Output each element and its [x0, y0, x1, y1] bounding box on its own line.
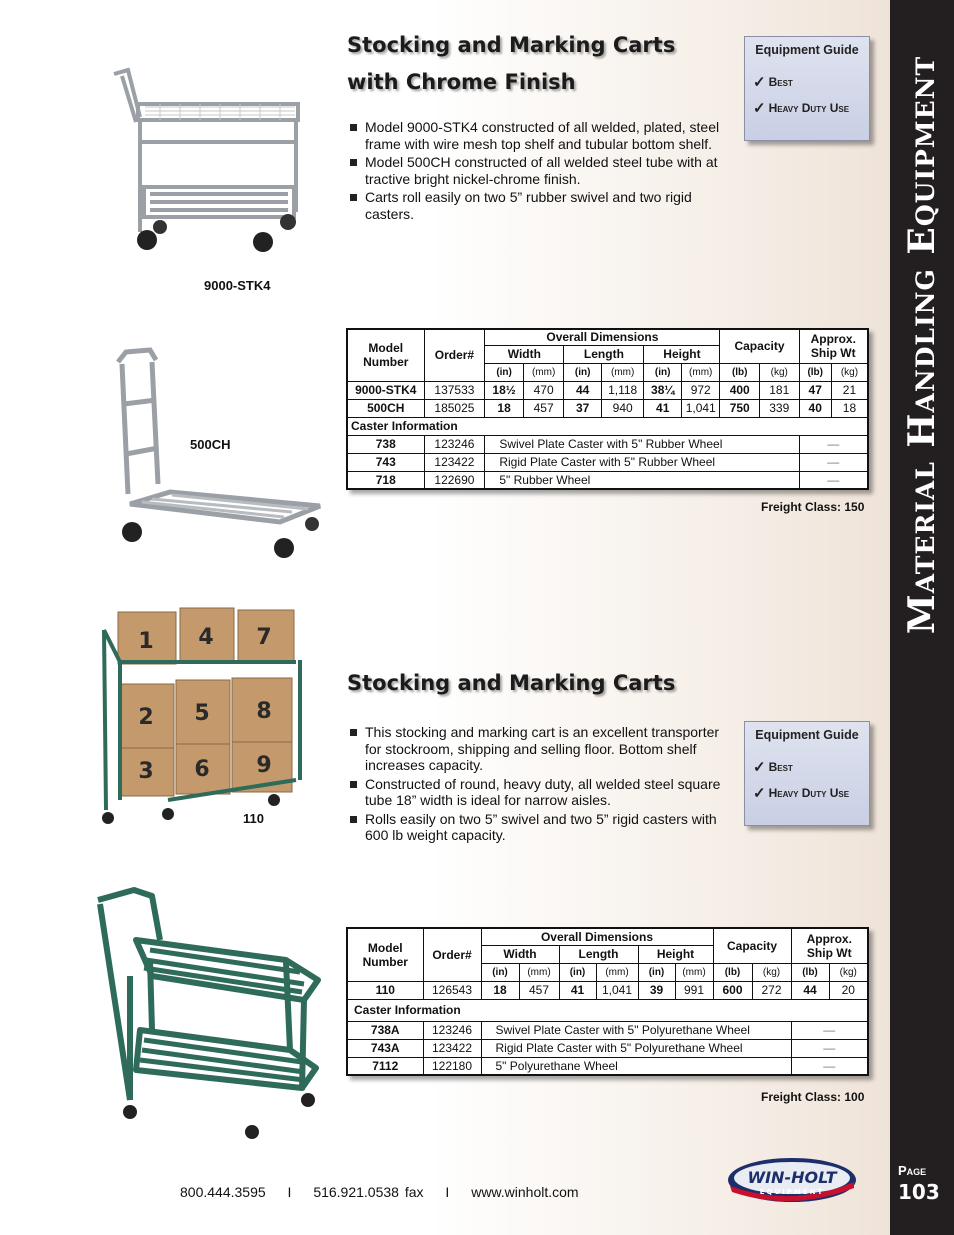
cell-caster-dash: — [799, 453, 868, 471]
bullet-item: Constructed of round, heavy duty, all welded steel square tube 18” width is ideal for narrow aisles. [348, 776, 728, 809]
cell-capacity-kg: 272 [752, 981, 791, 999]
bullet-item: Rolls easily on two 5” swivel and two 5” rigid casters with 600 lb weight capacity. [348, 811, 728, 844]
cart-110-with-boxes-image [96, 600, 316, 828]
cell-ship-kg: 21 [831, 381, 868, 399]
cell-caster-model: 738 [347, 435, 424, 453]
caster-row [347, 1057, 868, 1075]
cell-caster-model: 7112 [347, 1057, 423, 1075]
bullet-item: Carts roll easily on two 5” rubber swivel and two rigid casters. [348, 189, 740, 222]
box-number: 8 [256, 699, 272, 724]
unit: (in) [638, 963, 675, 981]
checkmark-icon: ✓ [753, 759, 766, 776]
section1-title-line2: with Chrome Finish [347, 70, 576, 94]
bullet-item: This stocking and marking cart is an excellent transporter for stockroom, shipping and selling floor. Bottom shelf increases capacity. [348, 724, 728, 774]
unit: (mm) [681, 363, 720, 381]
section2-title: Stocking and Marking Carts [347, 671, 676, 695]
section2-bullets [348, 724, 728, 846]
guide-title: Equipment Guide [755, 728, 859, 742]
cell-ship-lb: 40 [799, 399, 831, 417]
cell-length-mm: 1,118 [601, 381, 644, 399]
box-number: 1 [138, 629, 154, 654]
guide-item-label: Best [768, 75, 793, 89]
cell-height-in: 41 [644, 399, 682, 417]
cell-capacity-kg: 339 [759, 399, 799, 417]
cell-caster-description: Swivel Plate Caster with 5" Polyurethane Wheel [481, 1021, 791, 1039]
cell-width-in: 18 [485, 399, 524, 417]
caster-row [347, 1021, 868, 1039]
unit: (in) [564, 363, 602, 381]
cell-caster-model: 738A [347, 1021, 423, 1039]
cell-capacity-lb: 750 [720, 399, 760, 417]
cell-caster-model: 718 [347, 471, 424, 489]
spec-table-section2 [346, 927, 869, 1076]
cell-length-mm: 1,041 [596, 981, 638, 999]
caption-110: 110 [243, 811, 264, 826]
unit: (mm) [601, 363, 644, 381]
caster-row [347, 435, 868, 453]
cell-height-in: 39 [638, 981, 675, 999]
bullet-item: Model 500CH constructed of all welded steel tube with at tractive bright nickel-chrome finish. [348, 154, 740, 187]
unit: (mm) [675, 963, 713, 981]
box-number: 9 [256, 753, 272, 778]
footer-fax: 516.921.0538 fax [313, 1184, 424, 1200]
box-number: 3 [138, 759, 154, 784]
cell-ship-lb: 47 [799, 381, 831, 399]
caster-row [347, 1039, 868, 1057]
box-number: 5 [194, 701, 210, 726]
cell-width-mm: 470 [523, 381, 564, 399]
cell-caster-dash: — [799, 435, 868, 453]
unit: (in) [559, 963, 596, 981]
cell-height-mm: 991 [675, 981, 713, 999]
header-ship-weight: Approx. Ship Wt [799, 329, 868, 363]
win-holt-logo [726, 1156, 858, 1204]
guide-item-label: Heavy Duty Use [768, 101, 850, 115]
section1-bullets [348, 119, 740, 224]
logo-subtext: EQUIPMENT [759, 1188, 825, 1196]
cell-ship-lb: 44 [791, 981, 829, 999]
cell-caster-description: Rigid Plate Caster with 5" Polyurethane Wheel [481, 1039, 791, 1057]
cell-caster-order: 122690 [424, 471, 485, 489]
box-number: 4 [198, 625, 214, 650]
section1-title-line1: Stocking and Marking Carts [347, 33, 676, 57]
header-order: Order# [424, 329, 485, 381]
cell-ship-kg: 20 [829, 981, 868, 999]
cell-caster-order: 122180 [423, 1057, 481, 1075]
footer-separator: I [287, 1184, 292, 1200]
freight-class-1: Freight Class: 150 [761, 500, 865, 514]
cell-ship-kg: 18 [831, 399, 868, 417]
header-overall-dimensions: Overall Dimensions [481, 928, 713, 945]
header-length: Length [559, 945, 638, 963]
sidebar-title-text: Material Handling Equipment [901, 55, 944, 635]
guide-item-label: Best [768, 760, 793, 774]
cell-caster-description: Rigid Plate Caster with 5" Rubber Wheel [485, 453, 799, 471]
cell-caster-description: 5" Polyurethane Wheel [481, 1057, 791, 1075]
cell-length-in: 37 [564, 399, 602, 417]
caption-500ch: 500CH [190, 437, 231, 452]
cart-9000-stk4-image [100, 62, 310, 258]
footer-separator: I [445, 1184, 450, 1200]
guide-item-best [753, 73, 861, 91]
unit: (lb) [799, 363, 831, 381]
checkmark-icon: ✓ [753, 100, 766, 117]
header-length: Length [564, 345, 644, 363]
logo-text: WIN-HOLT [747, 1168, 837, 1187]
cell-length-mm: 940 [601, 399, 644, 417]
header-height: Height [638, 945, 713, 963]
unit: (kg) [759, 363, 799, 381]
cell-caster-model: 743 [347, 453, 424, 471]
cell-caster-dash: — [799, 471, 868, 489]
cell-model: 500CH [347, 399, 424, 417]
cell-height-in: 38¼ [644, 381, 682, 399]
box-number: 6 [194, 757, 210, 782]
cell-caster-description: 5" Rubber Wheel [485, 471, 799, 489]
cell-width-in: 18½ [485, 381, 524, 399]
spec-table-section1 [346, 328, 869, 490]
box-number: 2 [138, 705, 154, 730]
cell-caster-order: 123246 [423, 1021, 481, 1039]
cell-caster-order: 123246 [424, 435, 485, 453]
freight-class-2: Freight Class: 100 [761, 1090, 865, 1104]
box-number: 7 [256, 625, 272, 650]
equipment-guide-box [744, 721, 870, 826]
cell-width-in: 18 [481, 981, 519, 999]
cell-caster-dash: — [791, 1057, 868, 1075]
header-model-number: Model Number [347, 329, 424, 381]
guide-item-best [753, 758, 861, 776]
footer-website: www.winholt.com [471, 1184, 579, 1200]
cell-caster-order: 123422 [424, 453, 485, 471]
cell-width-mm: 457 [519, 981, 559, 999]
unit: (kg) [752, 963, 791, 981]
unit: (lb) [713, 963, 752, 981]
footer-phone: 800.444.3595 [180, 1184, 266, 1200]
table-row [347, 381, 868, 399]
unit: (kg) [831, 363, 868, 381]
cell-caster-description: Swivel Plate Caster with 5" Rubber Wheel [485, 435, 799, 453]
unit: (in) [644, 363, 682, 381]
sidebar-title [890, 0, 954, 690]
unit: (mm) [596, 963, 638, 981]
cell-width-mm: 457 [523, 399, 564, 417]
equipment-guide-box [744, 36, 870, 141]
table-row [347, 399, 868, 417]
caster-row [347, 453, 868, 471]
unit: (kg) [829, 963, 868, 981]
header-width: Width [481, 945, 559, 963]
unit: (mm) [523, 363, 564, 381]
header-capacity: Capacity [713, 928, 791, 963]
page-number: 103 [898, 1180, 940, 1204]
cell-height-mm: 1,041 [681, 399, 720, 417]
bullet-item: Model 9000-STK4 constructed of all welded, plated, steel frame with wire mesh top shelf and tubular bottom shelf. [348, 119, 740, 152]
header-capacity: Capacity [720, 329, 799, 363]
cell-length-in: 44 [564, 381, 602, 399]
cell-capacity-kg: 181 [759, 381, 799, 399]
cell-capacity-lb: 400 [720, 381, 760, 399]
cell-order: 185025 [424, 399, 485, 417]
header-height: Height [644, 345, 720, 363]
unit: (lb) [791, 963, 829, 981]
header-order: Order# [423, 928, 481, 981]
checkmark-icon: ✓ [753, 74, 766, 91]
guide-title: Equipment Guide [755, 43, 859, 57]
unit: (lb) [720, 363, 760, 381]
cell-length-in: 41 [559, 981, 596, 999]
caster-information-header: Caster Information [347, 999, 868, 1021]
caster-information-header: Caster Information [347, 417, 868, 435]
guide-item-label: Heavy Duty Use [768, 786, 850, 800]
cell-caster-dash: — [791, 1039, 868, 1057]
unit: (in) [485, 363, 524, 381]
cell-order: 126543 [423, 981, 481, 999]
header-width: Width [485, 345, 564, 363]
unit: (mm) [519, 963, 559, 981]
page-label: Page [898, 1163, 927, 1178]
header-overall-dimensions: Overall Dimensions [485, 329, 720, 345]
cell-caster-model: 743A [347, 1039, 423, 1057]
cell-order: 137533 [424, 381, 485, 399]
cell-capacity-lb: 600 [713, 981, 752, 999]
cart-110-image [90, 880, 326, 1142]
guide-item-heavy-duty [753, 784, 861, 802]
cell-height-mm: 972 [681, 381, 720, 399]
caption-9000-stk4: 9000-STK4 [204, 278, 271, 293]
header-ship-weight: Approx. Ship Wt [791, 928, 868, 963]
checkmark-icon: ✓ [753, 785, 766, 802]
guide-item-heavy-duty [753, 99, 861, 117]
unit: (in) [481, 963, 519, 981]
cell-model: 110 [347, 981, 423, 999]
cell-model: 9000-STK4 [347, 381, 424, 399]
footer-contact [180, 1184, 579, 1200]
header-model-number: Model Number [347, 928, 423, 981]
cell-caster-dash: — [791, 1021, 868, 1039]
caster-row [347, 471, 868, 489]
table-row [347, 981, 868, 999]
cell-caster-order: 123422 [423, 1039, 481, 1057]
